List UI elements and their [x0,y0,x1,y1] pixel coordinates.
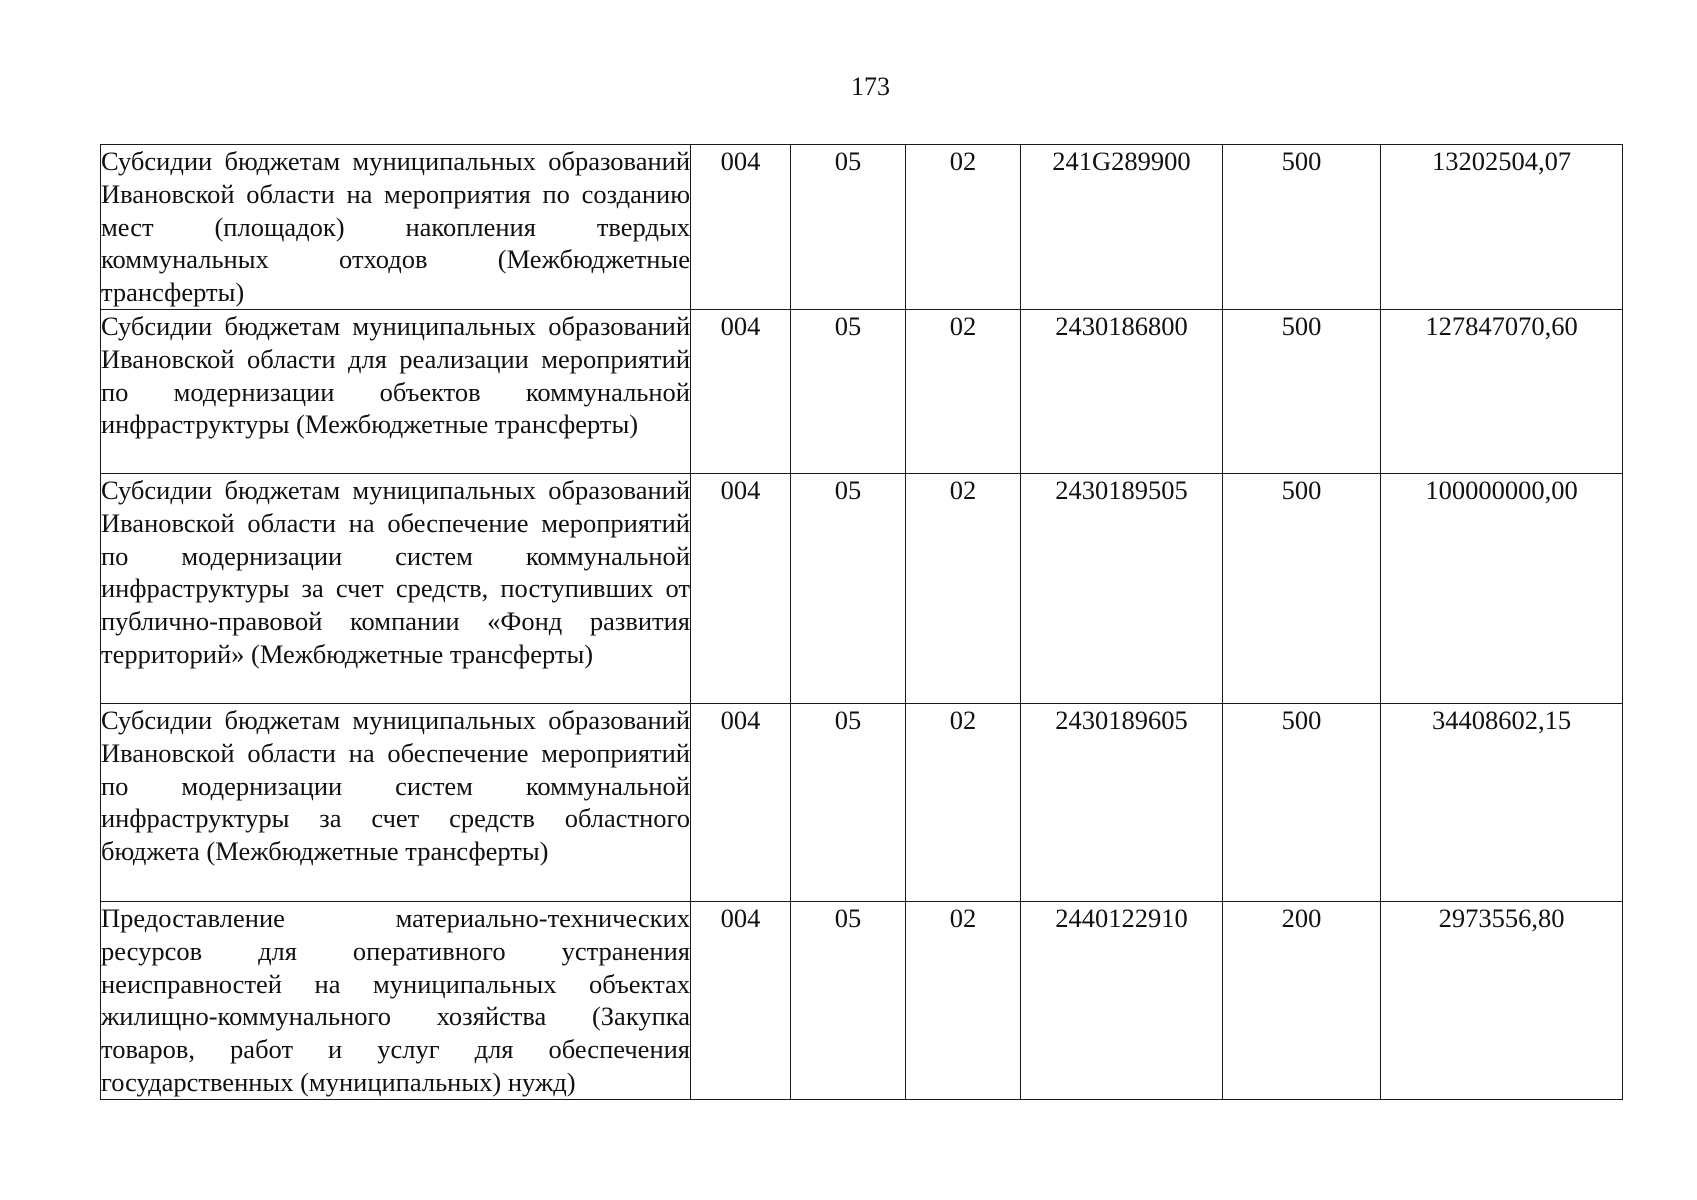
target-article-code: 2430189605 [1021,704,1223,902]
ministry-code: 004 [691,474,791,704]
page-number: 173 [851,72,890,101]
table-row [101,902,1623,1100]
ministry-code: 004 [691,145,791,310]
table-row [101,704,1623,902]
section-code: 05 [791,704,906,902]
subsection-code: 02 [906,145,1021,310]
expense-description: Субсидии бюджетам муниципальных образований Ивановской области для реализации мероприятий по модернизации объектов коммунальной инфраструктуры (Межбюджетные трансферты) [101,310,691,474]
target-article-code: 241G289900 [1021,145,1223,310]
expense-description: Субсидии бюджетам муниципальных образований Ивановской области на обеспечение мероприятий по модернизации систем коммунальной инфраструктуры за счет средств, поступивших от публично-правовой компании «Фонд развития территорий» (Межбюджетные трансферты) [101,474,691,704]
ministry-code: 004 [691,902,791,1100]
section-code: 05 [791,310,906,474]
budget-table [100,144,1623,1100]
expense-description: Субсидии бюджетам муниципальных образований Ивановской области на обеспечение мероприятий по модернизации систем коммунальной инфраструктуры за счет средств областного бюджета (Межбюджетные трансферты) [101,704,691,902]
expense-type-code: 500 [1223,704,1381,902]
table-row [101,474,1623,704]
target-article-code: 2430189505 [1021,474,1223,704]
ministry-code: 004 [691,704,791,902]
amount: 2973556,80 [1381,902,1623,1100]
subsection-code: 02 [906,902,1021,1100]
amount: 100000000,00 [1381,474,1623,704]
ministry-code: 004 [691,310,791,474]
subsection-code: 02 [906,474,1021,704]
amount: 127847070,60 [1381,310,1623,474]
amount: 13202504,07 [1381,145,1623,310]
expense-description: Предоставление материально-технических ресурсов для оперативного устранения неисправностей на муниципальных объектах жилищно-коммунального хозяйства (Закупка товаров, работ и услуг для обеспечения государственных (муниципальных) нужд) [101,902,691,1100]
expense-type-code: 500 [1223,310,1381,474]
section-code: 05 [791,145,906,310]
expense-type-code: 500 [1223,474,1381,704]
section-code: 05 [791,474,906,704]
expense-description: Субсидии бюджетам муниципальных образований Ивановской области на мероприятия по созданию мест (площадок) накопления твердых коммунальных отходов (Межбюджетные трансферты) [101,145,691,310]
expense-type-code: 500 [1223,145,1381,310]
amount: 34408602,15 [1381,704,1623,902]
target-article-code: 2430186800 [1021,310,1223,474]
subsection-code: 02 [906,310,1021,474]
subsection-code: 02 [906,704,1021,902]
section-code: 05 [791,902,906,1100]
table-row [101,145,1623,310]
expense-type-code: 200 [1223,902,1381,1100]
table-row [101,310,1623,474]
target-article-code: 2440122910 [1021,902,1223,1100]
